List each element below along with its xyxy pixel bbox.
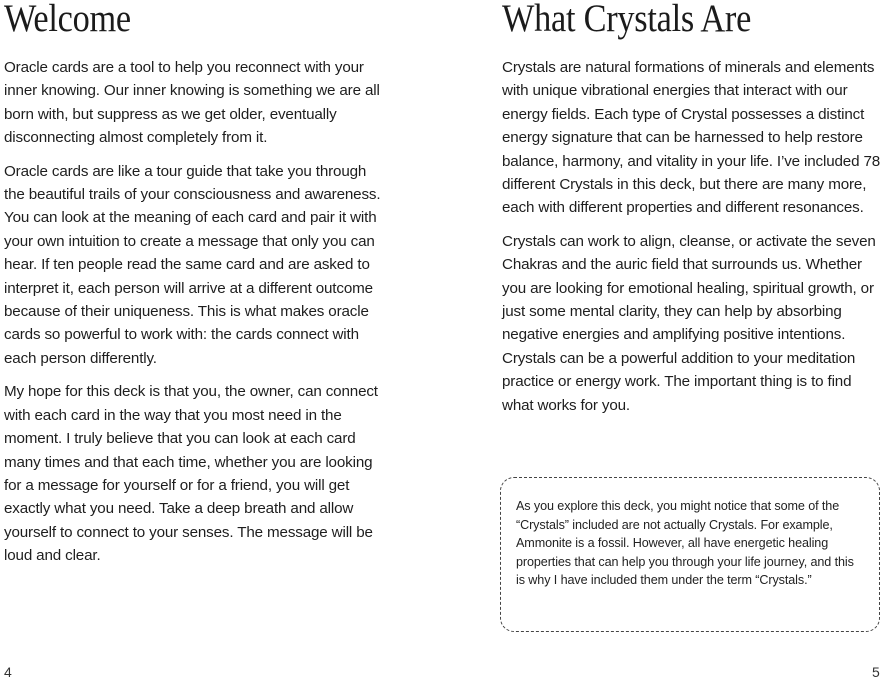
page-number-left: 4 xyxy=(4,664,12,680)
welcome-paragraph-2: Oracle cards are like a tour guide that take you through the beautiful trails of your consciousness and awareness. You can look at the meaning of each card and pair it with your own intuition to create a message that only you can hear. If ten people read the same card and are asked to interpret it, each person will arrive at a different outcome because of their uniqueness. This is what makes oracle cards so powerful to work with: the cards connect with each person differently. xyxy=(4,162,381,367)
crystals-note-box xyxy=(500,477,880,632)
left-page xyxy=(4,0,388,578)
crystals-note-text: As you explore this deck, you might notice that some of the “Crystals” included are not actually Crystals. For example, Ammonite is a fossil. However, all have energetic healing properties that can help you through your life journey, and this is why I have included them under the term “Crystals.” xyxy=(516,499,854,588)
welcome-paragraph-3: My hope for this deck is that you, the owner, can connect with each card in the way that you most need in the moment. I truly believe that you can look at each card many times and that each time, whether you are looking for a message for yourself or for a friend, you will get exactly what you need. Take a deep breath and allow yourself to connect to your senses. The message will be loud and clear. xyxy=(4,383,378,565)
welcome-paragraph-1: Oracle cards are a tool to help you reconnect with your inner knowing. Our inner knowing is something we are all born with, but suppress as we get older, eventually disconnecting almost completely from it. xyxy=(4,59,380,147)
welcome-body xyxy=(4,56,388,568)
crystals-paragraph-1: Crystals are natural formations of minerals and elements with unique vibrational energies that interact with our energy fields. Each type of Crystal possesses a distinct energy signature that can be harnessed to help restore balance, harmony, and vitality in your life. I’ve included 78 different Crystals in this deck, but there are many more, each with different properties and different resonances. xyxy=(502,59,881,217)
page-title-crystals: What Crystals Are xyxy=(502,0,752,40)
page-number-right: 5 xyxy=(872,664,880,680)
crystals-paragraph-2: Crystals can work to align, cleanse, or activate the seven Chakras and the auric field that surrounds us. Whether you are looking for emotional healing, spiritual growth, or just some mental clarity, they can help by absorbing negative energies and amplifying positive intentions. Crystals can be a powerful addition to your meditation practice or energy work. The important thing is to find what works for you. xyxy=(502,232,876,414)
page-title-welcome: Welcome xyxy=(4,0,131,40)
right-page xyxy=(502,0,884,427)
crystals-body xyxy=(502,56,884,417)
